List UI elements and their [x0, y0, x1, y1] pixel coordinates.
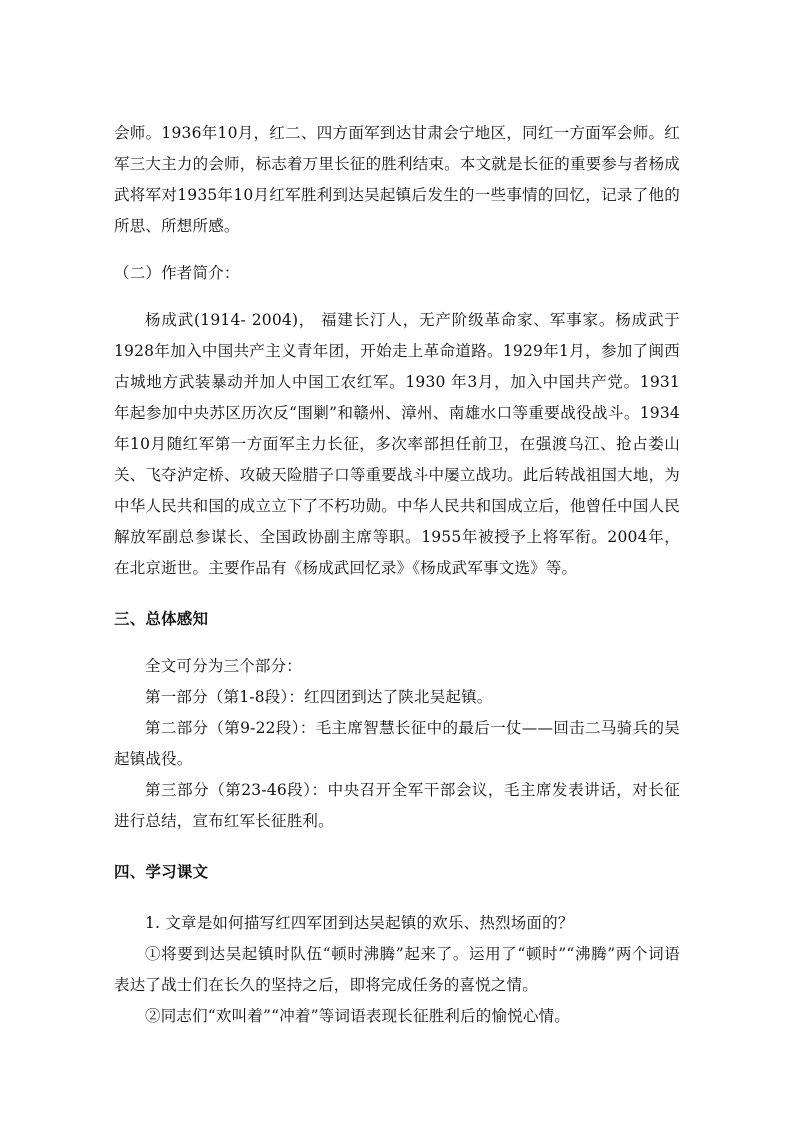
- part1-text: 第一部分（第1-8段）：红四团到达了陕北吴起镇。: [145, 688, 493, 706]
- part2-text: 第二部分（第9-22段）：毛主席智慧长征中的最后一仗——回击二马骑兵的吴起镇战役。: [114, 719, 680, 768]
- spacer: [114, 888, 680, 908]
- document-content: [114, 118, 680, 1032]
- intro-paragraph: 会师。1936年10月，红二、四方面军到达甘肃会宁地区，同红一方面军会师。红军三大主力的会师，标志着万里长征的胜利结束。本文就是长征的重要参与者杨成武将军对1935年10月红军胜利到达吴起镇后发生的一些事情的回忆，记录了他的所思、所想所感。: [114, 124, 680, 235]
- section3-heading: 三、总体感知: [114, 610, 209, 628]
- spacer: [114, 837, 680, 857]
- part3-text: 第三部分（第23-46段）：中央召开全军干部会议，毛主席发表讲话，对长征进行总结，宣布红军长征胜利。: [114, 781, 680, 830]
- section4-heading: 四、学习课文: [114, 863, 209, 881]
- answer2-text: ②同志们“欢叫着”“冲着”等词语表现长征胜利后的愉悦心情。: [145, 1007, 570, 1025]
- author-heading: （二）作者简介：: [114, 264, 240, 282]
- spacer: [114, 289, 680, 305]
- spacer: [114, 584, 680, 604]
- answer1-text: ①将要到达吴起镇时队伍“顿时沸腾”起来了。运用了“顿时”“沸腾”两个词语表达了战士们在长久的坚持之后，即将完成任务的喜悦之情。: [114, 945, 680, 994]
- section3-intro: 全文可分为三个部分：: [145, 657, 303, 675]
- question1-text: 1. 文章是如何描写红四军团到达吴起镇的欢乐、热烈场面的？: [145, 914, 574, 932]
- spacer: [114, 242, 680, 258]
- author-paragraph: 杨成武(1914- 2004)， 福建长汀人，无产阶级革命家、军事家。杨成武于1928年加入中国共产主义青年团，开始走上革命道路。1929年1月，参加了闽西古城地方武装暴动并加人中国工农红军。1930 年3月，加入中国共产党。1931年起参加中央苏区历次反“围剿”和赣州、漳州、南雄水口等重要战役战斗。1934年10月随红军第一方面军主力长征，多次率部担任前卫，在强渡乌江、抢占娄山关、飞夺泸定桥、攻破天险腊子口等重要战斗中屡立战功。此后转战祖国大地，为中华人民共和国的成立立下了不朽功勋。中华人民共和国成立后，他曾任中国人民解放军副总参谋长、全国政协副主席等职。1955年被授予上将军衔。2004年，在北京逝世。主要作品有《杨成武回忆录》《杨成武军事文选》等。: [114, 311, 680, 577]
- spacer: [114, 635, 680, 651]
